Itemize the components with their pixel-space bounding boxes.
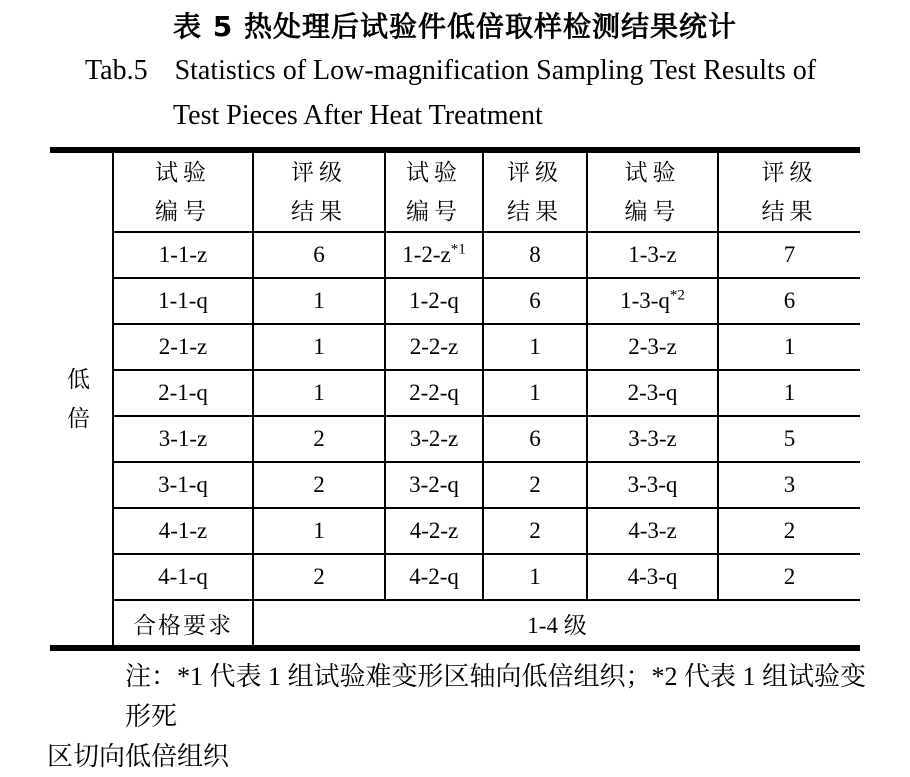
results-table bbox=[50, 147, 860, 651]
test-id-cell: 4-2-q bbox=[385, 554, 483, 600]
test-id-cell: 2-3-q bbox=[587, 370, 718, 416]
caption-english-text: Statistics of Low-magnification Sampling Test Results of bbox=[174, 55, 817, 86]
table-row bbox=[50, 370, 860, 416]
rating-cell: 7 bbox=[718, 232, 860, 278]
rating-cell: 1 bbox=[253, 370, 385, 416]
test-id-cell: 4-1-q bbox=[113, 554, 253, 600]
rating-cell: 2 bbox=[718, 554, 860, 600]
header-rating-3: 评级 结果 bbox=[718, 150, 860, 232]
table-row bbox=[50, 416, 860, 462]
test-id-cell: 1-2-z$^{*1}$ bbox=[385, 232, 483, 278]
test-id-cell: 3-2-z bbox=[385, 416, 483, 462]
group-char-2: 倍 bbox=[67, 406, 95, 431]
table-footnote bbox=[47, 657, 877, 777]
rating-cell: 1 bbox=[718, 324, 860, 370]
test-id-cell: 3-1-z bbox=[113, 416, 253, 462]
rating-cell: 2 bbox=[718, 508, 860, 554]
rating-cell: 2 bbox=[483, 462, 587, 508]
test-id-cell: 3-3-z bbox=[587, 416, 718, 462]
test-id-cell: 1-2-q bbox=[385, 278, 483, 324]
row-group-cell-low-magnification bbox=[50, 150, 113, 648]
group-char-1: 低 bbox=[67, 367, 95, 392]
test-id-cell: 2-1-z bbox=[113, 324, 253, 370]
table-row bbox=[50, 462, 860, 508]
table-caption-chinese: 表 5 热处理后试验件低倍取样检测结果统计 bbox=[173, 10, 737, 43]
rating-cell: 1 bbox=[483, 370, 587, 416]
table-number-label: Tab.5 bbox=[85, 55, 148, 86]
rating-cell: 8 bbox=[483, 232, 587, 278]
rating-cell: 3 bbox=[718, 462, 860, 508]
test-id-cell: 1-3-z bbox=[587, 232, 718, 278]
table-row bbox=[50, 324, 860, 370]
table-caption-english-line2: Test Pieces After Heat Treatment bbox=[173, 100, 543, 131]
header-row bbox=[50, 150, 860, 232]
test-id-cell: 3-3-q bbox=[587, 462, 718, 508]
requirement-value-cell: 1-4 级 bbox=[253, 600, 860, 648]
rating-cell: 1 bbox=[718, 370, 860, 416]
rating-cell: 1 bbox=[253, 324, 385, 370]
test-id-cell: 3-2-q bbox=[385, 462, 483, 508]
header-rating-2: 评级 结果 bbox=[483, 150, 587, 232]
rating-cell: 2 bbox=[253, 416, 385, 462]
footnote-marker-1: *1 bbox=[450, 241, 466, 258]
rating-cell: 1 bbox=[483, 554, 587, 600]
test-id-cell: 4-3-q bbox=[587, 554, 718, 600]
rating-cell: 1 bbox=[253, 278, 385, 324]
footer-row bbox=[50, 600, 860, 648]
table-caption-english-line1 bbox=[85, 55, 816, 87]
rating-cell: 2 bbox=[253, 554, 385, 600]
rating-cell: 5 bbox=[718, 416, 860, 462]
test-id-cell: 2-2-z bbox=[385, 324, 483, 370]
rating-cell: 6 bbox=[483, 278, 587, 324]
rating-cell: 2 bbox=[253, 462, 385, 508]
footnote-line-2: 区切向低倍组织 bbox=[47, 742, 230, 771]
test-id-cell: 4-1-z bbox=[113, 508, 253, 554]
test-id-cell: 1-3-q$^{*2}$ bbox=[587, 278, 718, 324]
header-test-id-1: 试验 编号 bbox=[113, 150, 253, 232]
rating-cell: 1 bbox=[483, 324, 587, 370]
test-id-cell: 3-1-q bbox=[113, 462, 253, 508]
header-test-id-3: 试验 编号 bbox=[587, 150, 718, 232]
test-id-cell: 2-1-q bbox=[113, 370, 253, 416]
table-row bbox=[50, 508, 860, 554]
table-row bbox=[50, 232, 860, 278]
rating-cell: 6 bbox=[718, 278, 860, 324]
test-id-cell: 2-2-q bbox=[385, 370, 483, 416]
footnote-line-1: 注：*1 代表 1 组试验难变形区轴向低倍组织；*2 代表 1 组试验变形死 bbox=[125, 662, 867, 731]
header-rating-1: 评级 结果 bbox=[253, 150, 385, 232]
rating-cell: 2 bbox=[483, 508, 587, 554]
test-id-cell: 4-2-z bbox=[385, 508, 483, 554]
table-row bbox=[50, 278, 860, 324]
test-id-cell: 1-1-z bbox=[113, 232, 253, 278]
test-id-cell: 4-3-z bbox=[587, 508, 718, 554]
test-id-cell: 2-3-z bbox=[587, 324, 718, 370]
rating-cell: 6 bbox=[253, 232, 385, 278]
header-test-id-2: 试验 编号 bbox=[385, 150, 483, 232]
requirement-label-cell: 合格要求 bbox=[113, 600, 253, 648]
rating-cell: 6 bbox=[483, 416, 587, 462]
rating-cell: 1 bbox=[253, 508, 385, 554]
table-row bbox=[50, 554, 860, 600]
footnote-marker-2: *2 bbox=[669, 287, 685, 304]
test-id-cell: 1-1-q bbox=[113, 278, 253, 324]
